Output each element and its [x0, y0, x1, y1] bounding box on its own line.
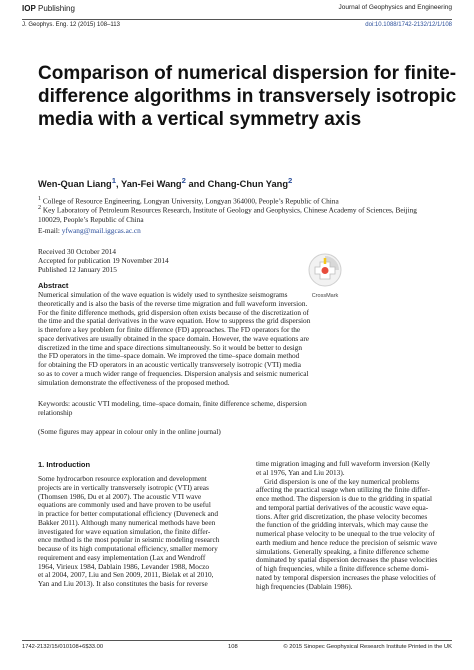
author-list: Wen-Quan Liang$^1$, Yan-Fei Wang$^2$ and Chang-Chun Yang$^2$	[38, 176, 293, 190]
author-name: Chang-Chun Yang	[207, 179, 289, 190]
journal-citation: J. Geophys. Eng. 12 (2015) 108–113	[22, 22, 120, 28]
footer-issn: 1742-2132/15/010108+6$33.00	[22, 644, 104, 650]
colour-note: (Some figures may appear in colour only in the online journal)	[38, 427, 221, 436]
published-date: Published 12 January 2015	[38, 264, 117, 274]
abstract-text: Numerical simulation of the wave equation is widely used to synthesize seismograms theoretically and is also the basis of the reverse time migration and full waveform inversion. For the finite difference methods, grid dispersion often exists because of the discretization of the time and the spatial derivatives in the wave equation. How to suppress the grid dispersion is therefore a key problem for finite difference (FD) approaches. The FD operators for the space derivatives are usually obtained in the space domain. However, the wave equations are discretized in the time and space directions simultaneously. So it would be better to design the FD operators in the time–space domain. We improved the time–space domain method for obtaining the FD operators in an acoustic vertically transversely isotropic (VTI) media so as to cover a much wider range of frequencies. Dispersion analysis and seismic numerical simulation demonstrate the effectiveness of the proposed method.	[38, 290, 311, 387]
doi-link[interactable]: doi:10.1088/1742-2132/12/1/108	[365, 22, 452, 28]
author-name: Yan-Fei Wang	[121, 179, 182, 190]
email-line: E-mail: yfwang@mail.iggcas.ac.cn	[38, 226, 141, 235]
affiliation-2: $^2$ Key Laboratory of Petroleum Resources Research, Institute of Geology and Geophysics, Chinese Academy of Sciences, Beijing 100029, People’s Republic of China	[38, 205, 417, 224]
received-date: Received 30 October 2014	[38, 247, 117, 256]
email-link[interactable]: yfwang@mail.iggcas.ac.cn	[61, 226, 141, 235]
footer-copyright: © 2015 Sinopec Geophysical Research Institute Printed in the UK	[283, 644, 452, 650]
abstract-heading: Abstract	[38, 281, 69, 290]
affiliation-ref[interactable]: 2	[181, 176, 186, 185]
section-heading: 1. Introduction	[38, 460, 91, 469]
publication-dates	[38, 248, 169, 274]
footer-rule	[22, 640, 452, 641]
intro-right-column: time migration imaging and full waveform inversion (Kelly et al 1976, Yan and Liu 2013). Grid dispersion is one of the key numerical problems affecting the practical usage when utilizing the finite differ- ence method. The dispersion is due to the gridding in spatial and temporal partial derivatives of the acoustic wave equa- tions. After grid discretization, the phase velocity becomes the function of the gridding intervals, which may cause the numerical phase velocity to be unequal to the true velocity of earth medium and hence reduce the precision of seismic wave simulations. Generally speaking, a finite difference scheme dominated by spatial dispersion decreases the phase velocities of high frequencies, while a finite difference scheme domi- nated by temporal dispersion increases the phase velocities of high frequencies (Dablain 1986).	[256, 459, 438, 591]
crossmark-icon[interactable]	[307, 252, 343, 292]
keywords: Keywords: acoustic VTI modeling, time–space domain, finite difference scheme, dispersion relationship	[38, 399, 307, 417]
intro-left-column: Some hydrocarbon resource exploration and development projects are in vertically transversely isotropic (VTI) areas (Thomsen 1986, Du et al 2007). The acoustic VTI wave equations are commonly used and have proven to be useful in practice for better computational efficiency (Duveneck and Bakker 2011). Although many numerical methods have been investigated for wave equation simulation, the finite differ- ence method is the most popular in seismic modeling research because of its high computational efficiency, smaller memory requirement and easy implementation (Lax and Wendroff 1964, Virieux 1984, Dablain 1986, Levander 1988, Moczo et al 2004, 2007, Liu and Sen 2009, 2011, Bielak et al 2010, Yan and Liu 2013). It also constitutes the basis for reverse	[38, 474, 220, 588]
affiliation-ref[interactable]: 1	[111, 176, 116, 185]
affiliation-ref[interactable]: 2	[288, 176, 293, 185]
paper-title: Comparison of numerical dispersion for finite-difference algorithms in transversely isotropic media with a vertical symmetry axis	[38, 63, 457, 130]
crossmark-label: CrossMark	[311, 293, 339, 299]
affiliation-1: $^1$ College of Resource Engineering, Longyan University, Longyan 364000, People’s Republic of China	[38, 196, 339, 206]
publisher-logo: IOP Publishing	[22, 4, 75, 13]
author-name: Wen-Quan Liang	[38, 179, 112, 190]
page-number: 108	[228, 644, 238, 650]
journal-name: Journal of Geophysics and Engineering	[338, 4, 452, 11]
accepted-date: Accepted for publication 19 November 2014	[38, 255, 169, 265]
